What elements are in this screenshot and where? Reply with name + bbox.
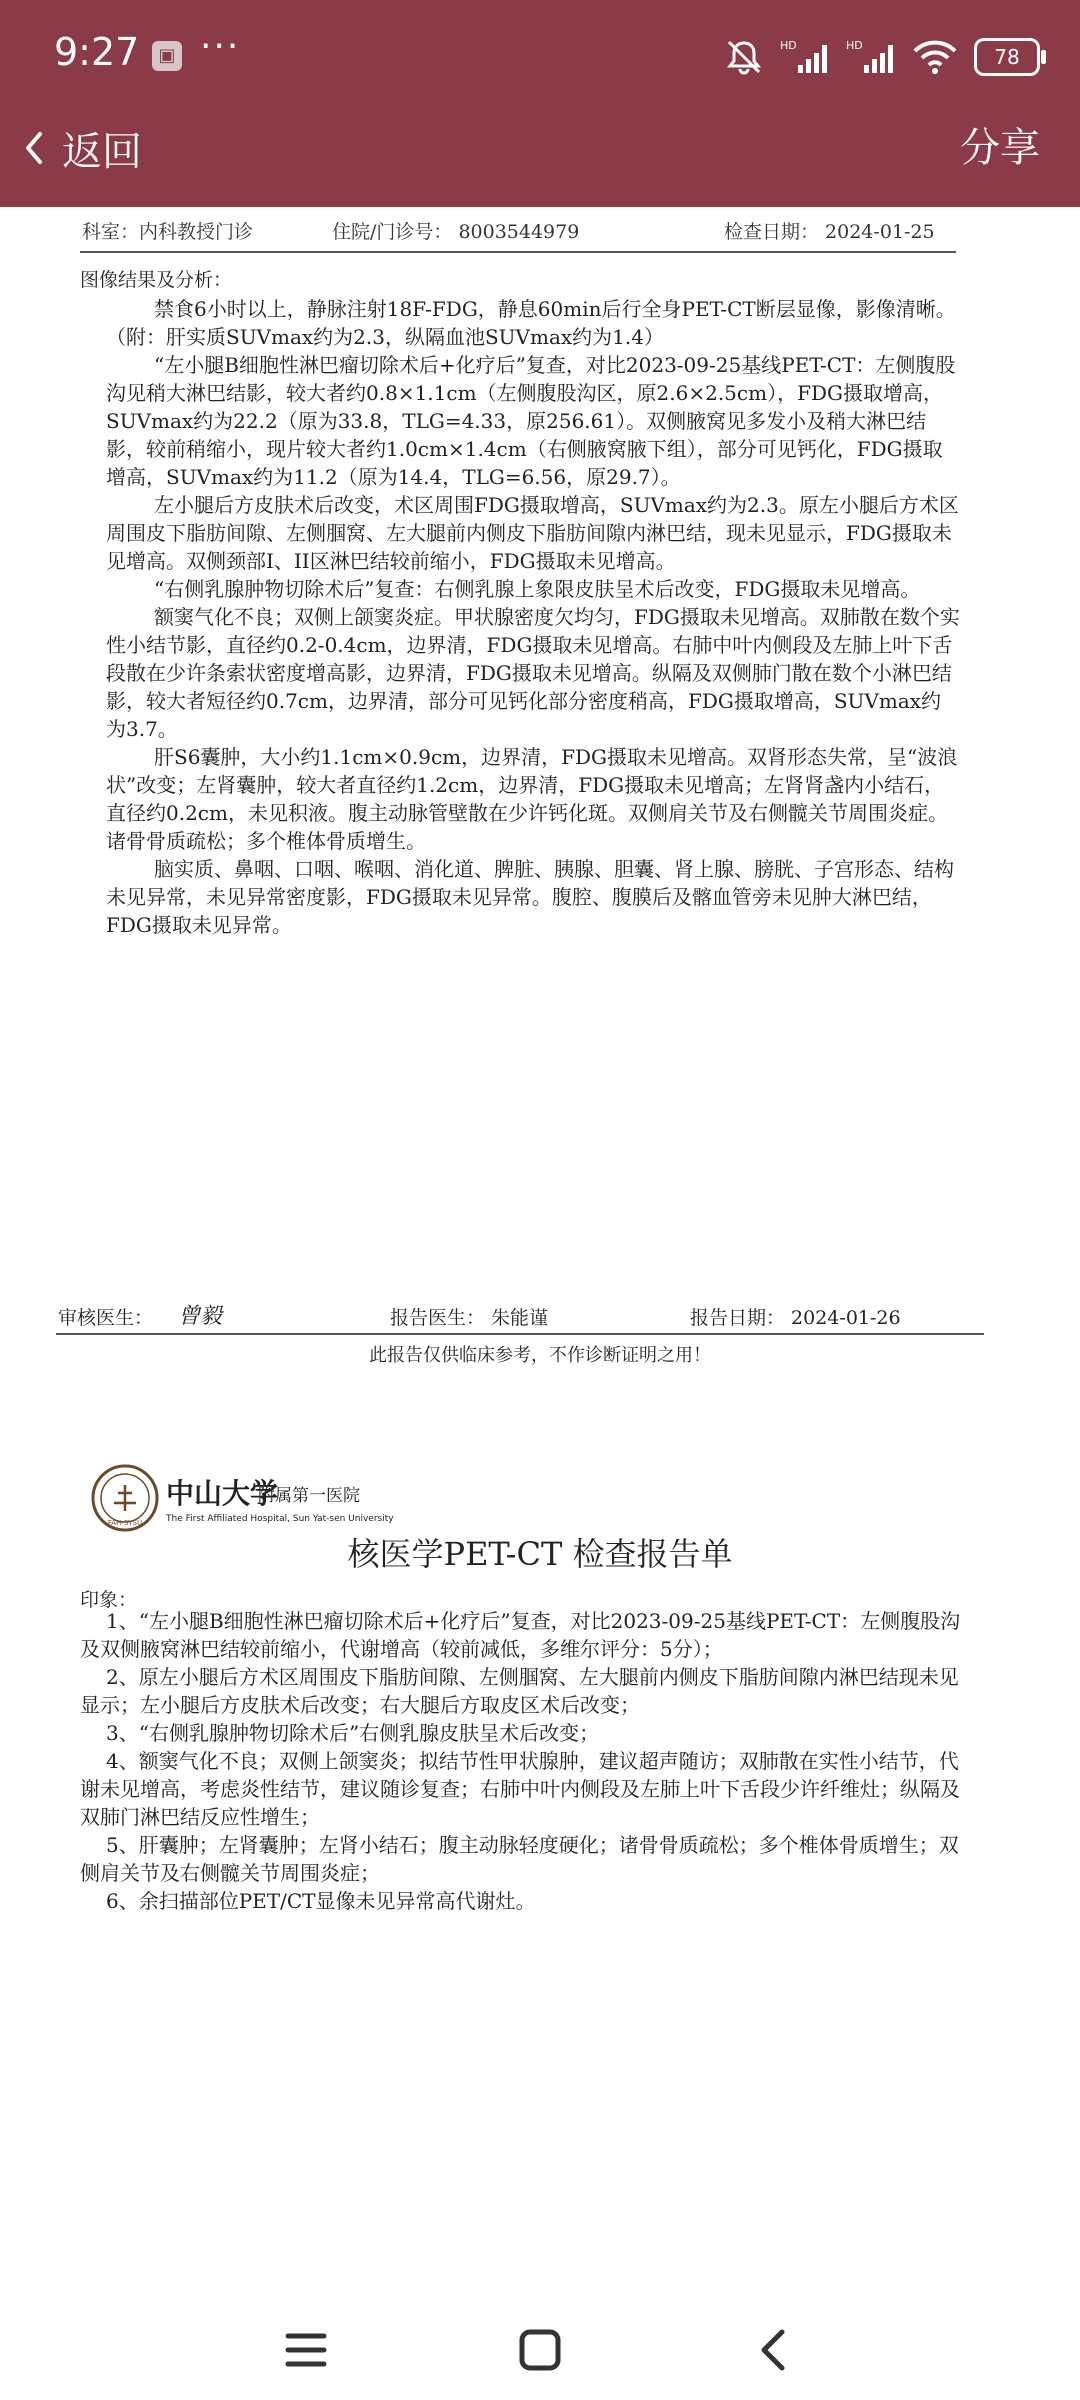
back-icon[interactable] <box>744 2320 804 2380</box>
findings-label: 图像结果及分析： <box>80 269 233 291</box>
hospital-seal-icon <box>90 1463 160 1533</box>
menu-icon[interactable] <box>276 2320 336 2380</box>
svg-text:HD: HD <box>846 39 863 52</box>
findings-paragraph: 脑实质、鼻咽、口咽、喉咽、消化道、脾脏、胰腺、胆囊、肾上腺、膀胱、子宫形态、结构未见异常，未见异常密度影，FDG摄取未见异常。腹腔、腹膜后及髂血管旁未见肿大淋巴结，FDG摄取未见异常。 <box>106 857 954 937</box>
hospital-english-name: The First Affiliated Hospital, Sun Yat-sen University <box>166 1514 394 1524</box>
impression-item: 3、“右侧乳腺肿物切除术后”右侧乳腺皮肤呈术后改变； <box>106 1721 600 1745</box>
back-button[interactable] <box>22 118 142 178</box>
reviewer-label: 审核医生： <box>58 1307 154 1329</box>
back-label: 返回 <box>62 128 142 175</box>
reviewer-signature: 曾毅 <box>178 1304 223 1329</box>
exam-date-field: 检查日期： 2024-01-25 <box>724 221 935 243</box>
share-button[interactable]: 分享 <box>960 125 1040 171</box>
signal-icon <box>780 37 830 77</box>
mute-bell-icon <box>724 37 764 77</box>
status-time: 9:27 <box>54 30 140 74</box>
divider <box>80 251 956 253</box>
more-notifications-icon: ··· <box>200 26 241 67</box>
impression-text <box>80 1607 965 1915</box>
svg-text:HD: HD <box>780 39 797 52</box>
svg-text:FAH-SYSU: FAH-SYSU <box>107 1519 143 1527</box>
impression-label: 印象： <box>80 1589 138 1611</box>
disclaimer: 此报告仅供临床参考，不作诊断证明之用！ <box>369 1345 711 1366</box>
dept-field: 科室：内科教授门诊 <box>82 221 254 243</box>
impression-item: 1、“左小腿B细胞性淋巴瘤切除术后+化疗后”复查，对比2023-09-25基线PET-CT：左侧腹股沟及双侧腋窝淋巴结较前缩小，代谢增高（较前减低，多维尔评分：5分）； <box>80 1609 961 1661</box>
status-icons <box>724 32 1040 82</box>
report-title: 核医学PET-CT 检查报告单 <box>347 1535 733 1573</box>
divider <box>56 1333 984 1335</box>
home-icon[interactable] <box>510 2320 570 2380</box>
report-date-field: 报告日期： 2024-01-26 <box>690 1307 901 1329</box>
signal-icon-2 <box>846 37 896 77</box>
findings-paragraph: “右侧乳腺肿物切除术后”复查：右侧乳腺上象限皮肤呈术后改变，FDG摄取未见增高。 <box>154 577 921 601</box>
system-nav-bar <box>0 2300 1080 2400</box>
wifi-icon <box>912 37 958 77</box>
findings-paragraph: 禁食6小时以上，静脉注射18F-FDG，静息60min后行全身PET-CT断层显像，影像清晰。（附：肝实质SUVmax约为2.3，纵隔血池SUVmax约为1.4） <box>106 297 956 349</box>
findings-paragraph: 肝S6囊肿，大小约1.1cm×0.9cm，边界清，FDG摄取未见增高。双肾形态失常，呈“波浪状”改变；左肾囊肿，较大者直径约1.2cm，边界清，FDG摄取未见增高；左肾肾盏内小结石，直径约0.2cm，未见积液。腹主动脉管壁散在少许钙化斑。双侧肩关节及右侧髋关节周围炎症。诸骨骨质疏松；多个椎体骨质增生。 <box>106 745 958 853</box>
app-header <box>0 0 1080 207</box>
findings-paragraph: “左小腿B细胞性淋巴瘤切除术后+化疗后”复查，对比2023-09-25基线PET-CT：左侧腹股沟见稍大淋巴结影，较大者约0.8×1.1cm（左侧腹股沟区，原2.6×2.5cm），FDG摄取增高，SUVmax约为22.2（原为33.8，TLG=4.33，原256.61）。双侧腋窝见多发小及稍大淋巴结影，较前稍缩小，现片较大者约1.0cm×1.4cm（右侧腋窝腋下组），部分可见钙化，FDG摄取增高，SUVmax约为11.2（原为14.4，TLG=6.56，原29.7）。 <box>106 353 956 489</box>
patient-no-field: 住院/门诊号： 8003544979 <box>332 221 580 243</box>
sim-card-icon: ▣ <box>152 41 182 71</box>
reporter-field: 报告医生： 朱能谨 <box>390 1307 549 1329</box>
hospital-subname: 附属第一医院 <box>258 1486 360 1506</box>
battery-icon: 78 <box>974 38 1040 76</box>
findings-paragraph: 左小腿后方皮肤术后改变，术区周围FDG摄取增高，SUVmax约为2.3。原左小腿后方术区周围皮下脂肪间隙、左侧腘窝、左大腿前内侧皮下脂肪间隙内淋巴结，现未见显示，FDG摄取未见增高。双侧颈部I、II区淋巴结较前缩小，FDG摄取未见增高。 <box>106 493 959 573</box>
impression-item: 5、肝囊肿；左肾囊肿；左肾小结石；腹主动脉轻度硬化；诸骨骨质疏松；多个椎体骨质增生；双侧肩关节及右侧髋关节周围炎症； <box>80 1833 959 1885</box>
impression-item: 4、额窦气化不良；双侧上颌窦炎；拟结节性甲状腺肿，建议超声随访；双肺散在实性小结节，代谢未见增高，考虑炎性结节，建议随诊复查；右肺中叶内侧段及左肺上叶下舌段少许纤维灶；纵隔及双肺门淋巴结反应性增生； <box>80 1749 960 1829</box>
hospital-name: 中山大学 <box>166 1477 279 1510</box>
chevron-left-icon <box>22 128 46 168</box>
findings-text <box>106 295 961 939</box>
impression-item: 6、余扫描部位PET/CT显像未见异常高代谢灶。 <box>106 1889 536 1913</box>
findings-paragraph: 额窦气化不良；双侧上颌窦炎症。甲状腺密度欠均匀，FDG摄取未见增高。双肺散在数个实性小结节影，直径约0.2-0.4cm，边界清，FDG摄取未见增高。右肺中叶内侧段及左肺上叶下舌段散在少许条索状密度增高影，边界清，FDG摄取未见增高。纵隔及双侧肺门散在数个小淋巴结影，较大者短径约0.7cm，边界清，部分可见钙化部分密度稍高，FDG摄取增高，SUVmax约为3.7。 <box>106 605 960 741</box>
impression-item: 2、原左小腿后方术区周围皮下脂肪间隙、左侧腘窝、左大腿前内侧皮下脂肪间隙内淋巴结现未见显示；左小腿后方皮肤术后改变；右大腿后方取皮区术后改变； <box>80 1665 959 1717</box>
